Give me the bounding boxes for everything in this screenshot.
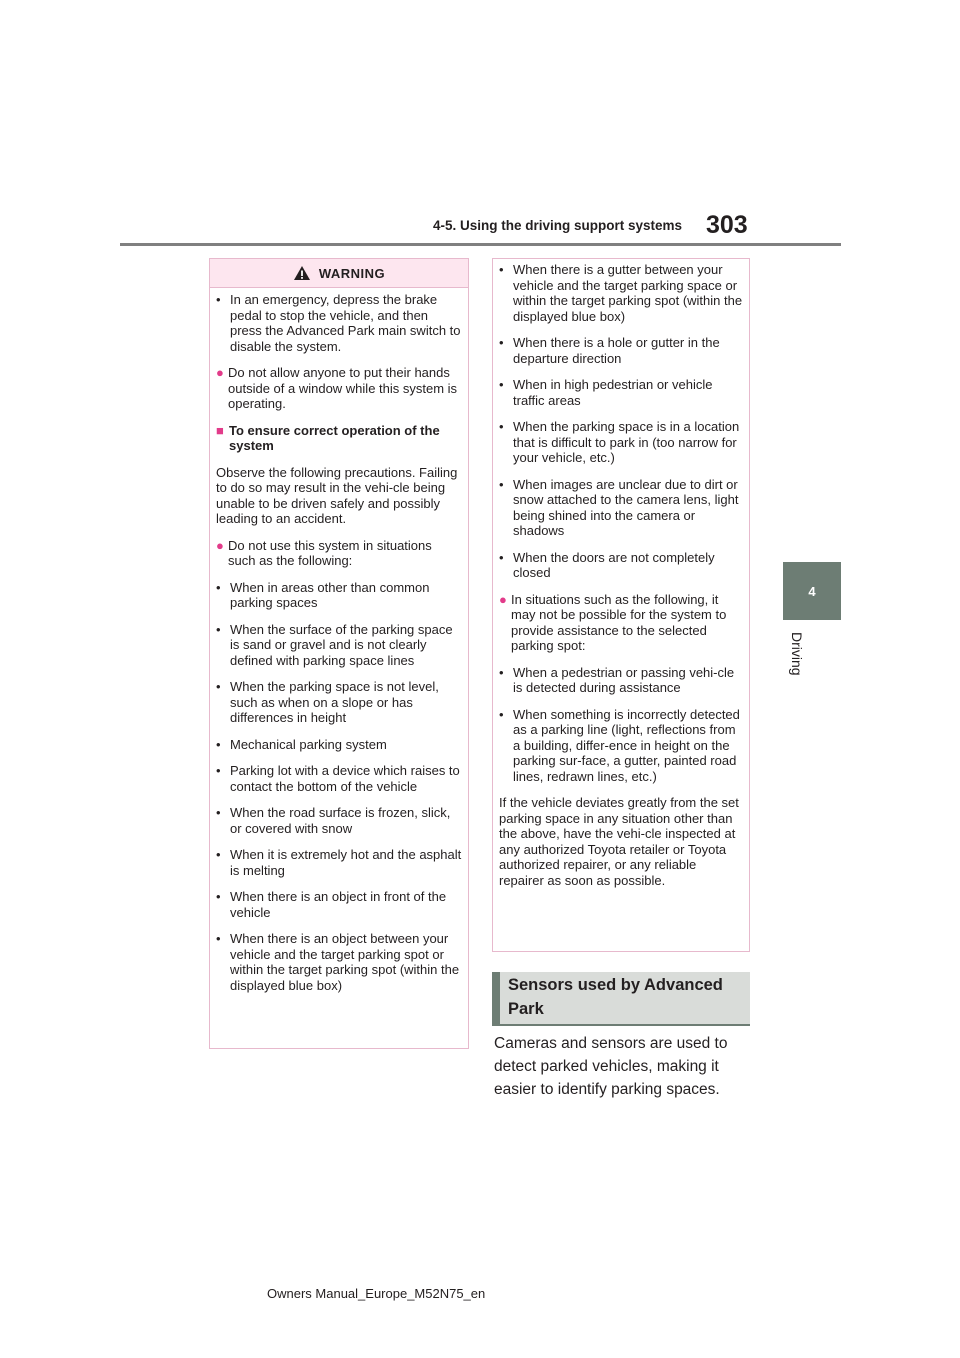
warning-box-right <box>492 258 750 952</box>
circle-item <box>499 592 743 654</box>
chapter-number: 4 <box>808 583 816 599</box>
bullet-item: • When the parking space is not level, such as when on a slope or has differences in height <box>216 679 462 726</box>
chapter-tab[interactable] <box>783 562 841 620</box>
bullet-item: • When the doors are not completely closed <box>499 550 743 581</box>
bullet-item: • When images are unclear due to dirt or snow attached to the camera lens, light being shined into the camera or shadows <box>499 477 743 539</box>
warning-box-left <box>209 258 469 1049</box>
warning-heading: WARNING <box>318 265 386 281</box>
bullet-item: • When something is incorrectly detected as a parking line (light, reflections from a building, differ-ence in height on the parking sur-face, a gutter, painted road lines, redrawn lines, etc.) <box>499 707 743 785</box>
bullet-item: • When in high pedestrian or vehicle traffic areas <box>499 377 743 408</box>
bullet-item: • Mechanical parking system <box>216 737 462 753</box>
bullet-item: • When the surface of the parking space is sand or gravel and is not clearly defined with parking space lines <box>216 622 462 669</box>
bullet-item: • When there is an object between your vehicle and the target parking spot or within the target parking spot (within the displayed blue box) <box>216 931 462 993</box>
item-text: Do not use this system in situations such as the following: <box>228 537 432 568</box>
item-text: Do not allow anyone to put their hands outside of a window while this system is operating. <box>228 365 458 411</box>
bullet-item: • When there is a gutter between your vehicle and the target parking space or within the target parking spot (within the displayed blue box) <box>499 262 743 324</box>
section-heading: Sensors used by Advanced Park <box>508 976 723 1018</box>
bullet-item: • When it is extremely hot and the asphalt is melting <box>216 847 462 878</box>
chapter-label: Driving <box>789 632 805 676</box>
bullet-item: • When the road surface is frozen, slick, or covered with snow <box>216 805 462 836</box>
footer-text: Owners Manual_Europe_M52N75_en <box>267 1286 486 1301</box>
paragraph: Observe the following precautions. Failing to do so may result in the vehi-cle being unable to be driven safely and possibly leading to an accident. <box>216 464 458 526</box>
bullet-item: • When the parking space is in a location that is difficult to park in (too narrow for your vehicle, etc.) <box>499 419 743 466</box>
bullet-item: • When there is a hole or gutter in the departure direction <box>499 335 743 366</box>
bullet-item: • When there is an object in front of the vehicle <box>216 889 462 920</box>
bullet-item: • When a pedestrian or passing vehi-cle is detected during assistance <box>499 665 743 696</box>
section-body: Cameras and sensors are used to detect parked vehicles, making it easier to identify parking spaces. <box>494 1035 728 1098</box>
bullet-item: • Parking lot with a device which raises to contact the bottom of the vehicle <box>216 763 462 794</box>
bullet-item: • In an emergency, depress the brake pedal to stop the vehicle, and then press the Advanced Park main switch to disable the system. <box>216 292 462 354</box>
warning-content-right <box>493 259 749 888</box>
page-number: 303 <box>706 211 748 239</box>
circle-bullet-icon: ● <box>216 365 224 380</box>
circle-bullet-icon: ● <box>499 591 507 607</box>
item-text: To ensure correct operation of the system <box>229 422 440 453</box>
section-heading-box <box>492 972 750 1026</box>
warning-header <box>210 259 468 288</box>
header-divider <box>120 243 841 246</box>
circle-item <box>216 365 462 412</box>
bullet-item: • When in areas other than common parking spaces <box>216 580 462 611</box>
square-bullet-icon: ■ <box>216 422 224 438</box>
circle-bullet-icon: ● <box>216 537 224 553</box>
paragraph: If the vehicle deviates greatly from the set parking space in any situation other than the above, have the vehi-cle inspected at any authorized Toyota retailer or Toyota authorized repairer, or any reliable repairer as soon as possible. <box>499 795 739 888</box>
circle-item <box>216 538 462 569</box>
item-text: In situations such as the following, it may not be possible for the system to provide assistance to the selected parking spot: <box>511 591 727 653</box>
warning-triangle-icon <box>293 265 311 281</box>
warning-content-left <box>210 288 468 993</box>
subheading-item <box>216 423 462 454</box>
section-header-title: 4-5. Using the driving support systems <box>433 218 683 233</box>
